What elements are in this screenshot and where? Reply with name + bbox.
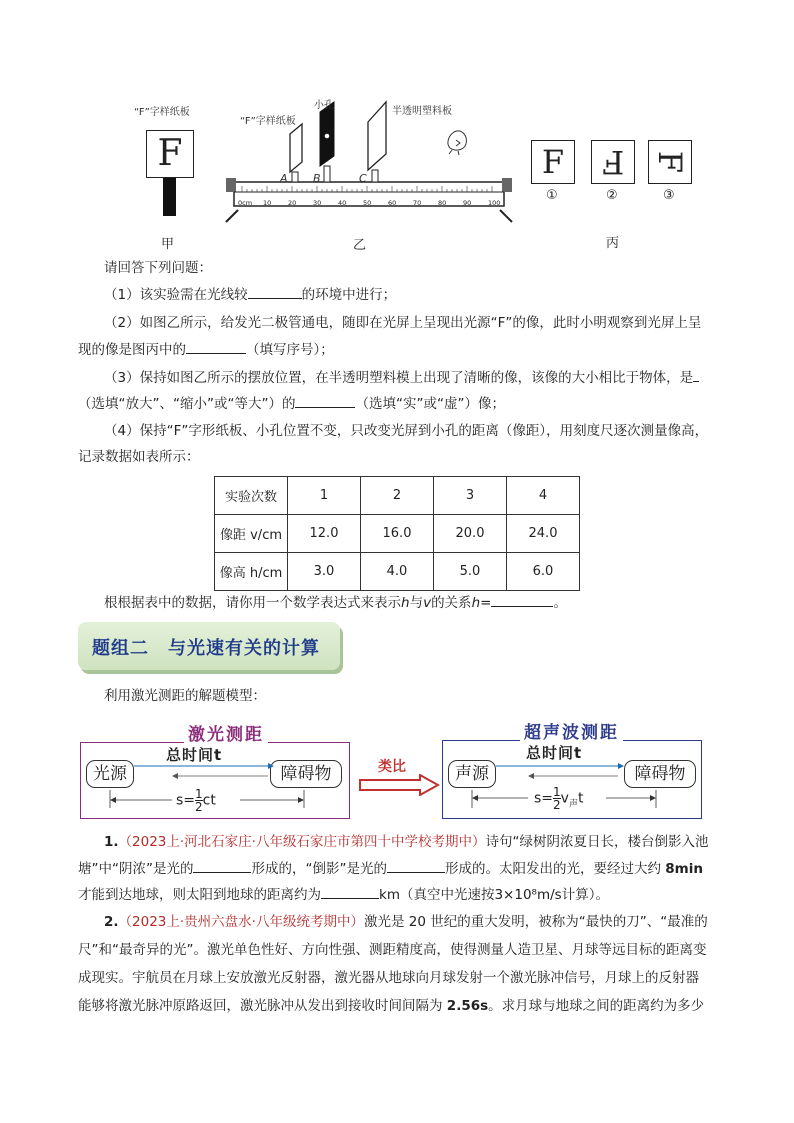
eye-icon	[448, 131, 466, 155]
jia-board-label: “F”字样纸板	[134, 107, 190, 118]
question-4-line3: 根根据表中的数据，请你用一个数学表达式来表示h与v的关系h= 。	[104, 592, 736, 613]
ruler-labels	[236, 199, 506, 209]
questions-intro: 请回答下列问题：	[104, 260, 212, 276]
jia-letter: F	[157, 133, 183, 174]
ruler-tick-label: 10	[263, 199, 272, 207]
section-intro: 利用激光测距的解题模型：	[104, 688, 266, 704]
yi-hole-label: 小孔	[314, 100, 334, 111]
yi-screen-label: 半透明塑料板	[392, 106, 452, 117]
ultrasound-formula: s= $\frac{1}{2}$ $v_声t$	[534, 785, 584, 812]
laser-model-title: 激光测距	[184, 720, 268, 745]
bing-image-3: F	[648, 140, 692, 184]
q1-blank[interactable]	[248, 284, 302, 299]
q4-blank[interactable]	[491, 592, 553, 607]
bing-image-2: F	[591, 140, 635, 184]
analogy-arrow-icon	[358, 774, 440, 796]
problem-2-line4: 能够将激光脉冲原路返回，激光脉冲从发出到接收时间间隔为 2.56s。求月球与地球之间的距离约为多少	[78, 998, 705, 1014]
ruler-tick-label: 90	[463, 199, 472, 207]
jia-caption: 甲	[161, 237, 175, 252]
question-2-line2: 现的像是图丙中的 （填写序号）；	[78, 339, 736, 360]
problem-2-line2: 尺”和“最奇异的光”。激光单色性好、方向性强、测距精度高，使得测量人造卫星、月球等远目标的距离变	[78, 942, 707, 958]
yi-screen	[368, 102, 386, 170]
bing-caption: 丙	[606, 236, 620, 251]
yi-f-board	[290, 124, 302, 172]
data-table	[214, 476, 580, 591]
problem-1-line1: 1.（2023上·河北石家庄·八年级石家庄市第四十中学校考期中）诗句“绿树阴浓夏日长，楼台倒影入池	[104, 834, 709, 850]
p1-blank-3[interactable]	[321, 884, 379, 899]
jia-stand	[163, 178, 176, 216]
analogy-label: 类比	[378, 759, 406, 775]
ruler-tick-label: 20	[288, 199, 297, 207]
question-4-line1: （4）保持“F”字形纸板、小孔位置不变，只改变光屏到小孔的距离（像距），用刻度尺逐次测量像高，	[104, 423, 709, 439]
bing-num-1: ①	[546, 188, 558, 203]
obstacle-box-left: 障碍物	[270, 760, 342, 788]
yi-caption: 乙	[353, 238, 367, 253]
light-source-box: 光源	[86, 760, 134, 788]
obstacle-box-right: 障碍物	[624, 760, 696, 788]
question-4-line2: 记录数据如表所示：	[78, 449, 200, 465]
point-c: C	[359, 172, 367, 185]
problem-2-line3: 成现实。宇航员在月球上安放激光反射器，激光器从地球向月球发射一个激光脉冲信号，月球上的反射器	[78, 970, 699, 986]
p1-blank-1[interactable]	[193, 858, 251, 873]
table-row: 像距 v/cm 12.0 16.0 20.0 24.0	[215, 515, 580, 553]
problem-2-source: （2023上·贵州六盘水·八年级统考期中）	[118, 914, 364, 930]
ruler-tick-label: 100	[488, 199, 501, 207]
question-1: （1）该实验需在光线较 的环境中进行；	[104, 284, 736, 305]
ruler-tick-label: 60	[388, 199, 397, 207]
ruler-tick-label: 50	[363, 199, 372, 207]
ruler-tick-label: 70	[413, 199, 422, 207]
question-3-line1: （3）保持如图乙所示的摆放位置，在半透明塑料模上出现了清晰的像，该像的大小相比于物体，是	[104, 367, 736, 388]
p1-blank-2[interactable]	[387, 858, 445, 873]
laser-formula: s= $\frac{1}{2}$ ct	[176, 787, 216, 814]
bing-num-3: ③	[663, 188, 675, 203]
sound-source-box: 声源	[448, 760, 496, 788]
ruler-tick-label: 0cm	[238, 199, 253, 207]
ruler-tick-label: 30	[313, 199, 322, 207]
ruler-tick-label: 80	[438, 199, 447, 207]
point-a: A	[280, 172, 288, 185]
point-b: B	[313, 172, 321, 185]
ultrasound-total-time: 总时间t	[526, 744, 583, 762]
question-3-line2: （选填“放大”、“缩小”或“等大”）的 （选填“实”或“虚”）像；	[78, 393, 736, 414]
bing-num-2: ②	[606, 188, 618, 203]
section-header	[78, 622, 340, 670]
ruler-tick-label: 40	[338, 199, 347, 207]
q2-blank[interactable]	[186, 339, 246, 354]
q3-blank-2[interactable]	[295, 393, 355, 408]
problem-1-source: （2023上·河北石家庄·八年级石家庄市第四十中学校考期中）	[118, 834, 486, 850]
jia-board	[146, 130, 194, 178]
q3-blank-1[interactable]	[693, 367, 699, 382]
ultrasound-model-title: 超声波测距	[520, 718, 623, 743]
yi-board-label: “F”字样纸板	[240, 116, 296, 127]
problem-2-line1: 2.（2023上·贵州六盘水·八年级统考期中）激光是 20 世纪的重大发明，被称为“最快的刀”、“最准的	[104, 914, 708, 930]
table-row: 实验次数 1 2 3 4	[215, 477, 580, 515]
bing-image-1: F	[531, 140, 575, 184]
question-2-line1: （2）如图乙所示，给发光二极管通电，随即在光屏上呈现出光源“F”的像，此时小明观察到光屏上呈	[104, 315, 702, 331]
section-title: 题组二 与光速有关的计算	[92, 638, 320, 659]
laser-total-time: 总时间t	[166, 746, 223, 764]
problem-1-line3: 才能到达地球，则太阳到地球的距离约为 km（真空中光速按3×10⁸m/s计算）。	[78, 884, 736, 905]
table-row: 像高 h/cm 3.0 4.0 5.0 6.0	[215, 553, 580, 591]
problem-1-line2: 塘”中“阴浓”是光的 形成的，“倒影”是光的 形成的。太阳发出的光，要经过大约 8min	[78, 858, 736, 879]
pinhole	[325, 134, 330, 139]
